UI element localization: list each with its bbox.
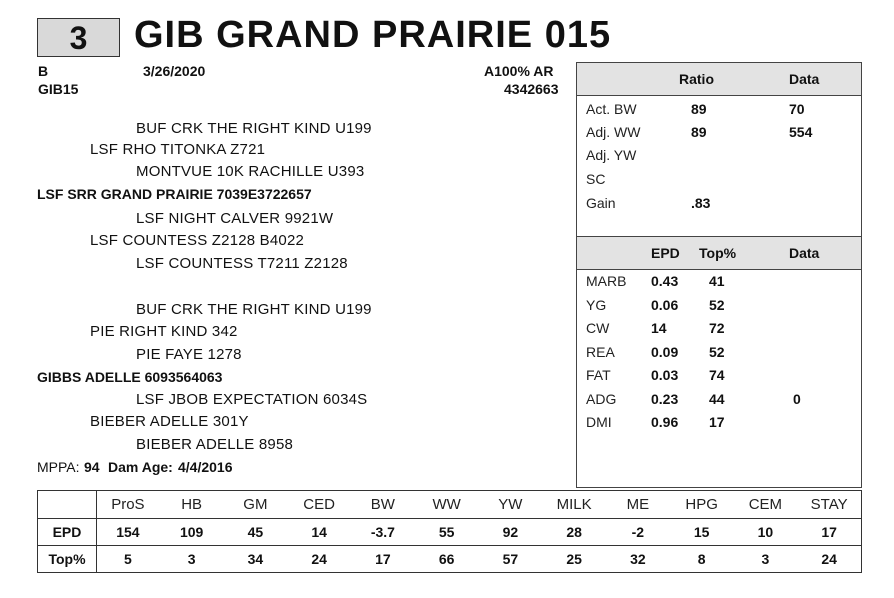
carcass-label: MARB (586, 273, 627, 289)
carcass-label: FAT (586, 367, 611, 383)
top-percent-value: 32 (630, 551, 646, 567)
tattoo: GIB15 (38, 81, 79, 97)
mppa-label: MPPA: (37, 459, 80, 475)
carcass-top-percent: 52 (709, 296, 725, 313)
animal-name: GIB GRAND PRAIRIE 015 (134, 14, 612, 56)
epd-value: 17 (821, 524, 837, 540)
carcass-top-percent: 74 (709, 367, 725, 383)
top-percent-value: 17 (375, 551, 391, 567)
epd-column-header: GM (243, 496, 268, 513)
epd-value: 15 (693, 524, 710, 540)
top-percent-value: 34 (247, 551, 264, 567)
performance-ratio: 89 (691, 124, 707, 140)
epd-value: 28 (566, 524, 582, 540)
epd-column-header: EPD (651, 245, 680, 261)
epd-row-label: EPD (52, 524, 82, 540)
performance-panel (576, 62, 862, 488)
carcass-epd: 0.23 (651, 390, 679, 407)
top-percent-value: 5 (123, 551, 132, 567)
birth-date: 3/26/2020 (143, 63, 206, 79)
carcass-epd: 0.03 (651, 367, 679, 383)
epd-value: 154 (116, 524, 140, 540)
performance-ratio: .83 (691, 195, 711, 211)
epd-value: 92 (502, 524, 519, 540)
carcass-epd: 0.96 (651, 414, 679, 430)
ratio-column-header: Ratio (679, 71, 714, 87)
epd-column-header: MILK (556, 496, 592, 513)
pedigree-dam-dam-sire: LSF JBOB EXPECTATION 6034S (136, 391, 368, 408)
top-percent-value: 8 (697, 551, 706, 567)
epd-column-header: ProS (111, 496, 145, 513)
pedigree-sire-sire-dam: MONTVUE 10K RACHILLE U393 (136, 163, 365, 180)
epd-table (37, 490, 862, 573)
carcass-label: YG (586, 296, 607, 313)
epd-value: 45 (247, 524, 264, 540)
carcass-top-percent: 72 (709, 320, 725, 336)
pedigree-sire-dam: LSF COUNTESS Z2128 B4022 (90, 232, 305, 249)
pedigree-dam-sire-sire: BUF CRK THE RIGHT KIND U199 (136, 301, 372, 318)
top-percent-value: 25 (566, 551, 582, 567)
epd-value: 14 (311, 524, 327, 540)
carcass-epd: 0.43 (651, 273, 679, 289)
data-column-header: Data (789, 71, 820, 87)
epd-column-header: BW (370, 496, 395, 513)
carcass-data-column-header: Data (789, 245, 820, 261)
epd-column-header: HPG (685, 496, 718, 513)
performance-data: 70 (789, 101, 805, 117)
top-percent-value: 3 (761, 551, 770, 567)
epd-value: 10 (757, 524, 774, 540)
dam-age-value: 4/4/2016 (178, 459, 233, 475)
top-percent-value: 3 (187, 551, 196, 567)
performance-label: Adj. YW (586, 147, 637, 163)
carcass-top-percent: 41 (709, 273, 725, 289)
mppa-value: 94 (84, 459, 100, 475)
carcass-top-percent: 44 (709, 390, 725, 407)
epd-value: 109 (179, 524, 204, 540)
carcass-top-percent: 17 (709, 414, 725, 430)
performance-label: Adj. WW (586, 124, 641, 140)
top-percent-row-label: Top% (48, 551, 86, 567)
top-percent-value: 24 (821, 551, 837, 567)
pedigree-sire-sire: LSF RHO TITONKA Z721 (90, 141, 266, 158)
pedigree-sire-dam-dam: LSF COUNTESS T7211 Z2128 (136, 255, 348, 272)
dam-age-label: Dam Age: (108, 459, 173, 475)
carcass-label: ADG (586, 390, 617, 407)
pedigree-sire: LSF SRR GRAND PRAIRIE 7039E3722657 (37, 186, 312, 202)
epd-column-header: WW (432, 496, 461, 513)
top-percent-value: 57 (502, 551, 519, 567)
pedigree-dam-sire: PIE RIGHT KIND 342 (90, 323, 238, 340)
table-divider (38, 545, 861, 546)
pedigree-sire-sire-sire: BUF CRK THE RIGHT KIND U199 (136, 120, 372, 137)
carcass-epd: 14 (651, 320, 667, 336)
top-percent-column-header: Top% (699, 245, 737, 261)
epd-column-header: CED (303, 496, 335, 513)
epd-column-header: ME (626, 496, 650, 513)
pedigree-dam-sire-dam: PIE FAYE 1278 (136, 346, 242, 363)
carcass-data: 0 (793, 390, 801, 407)
epd-column-header: CEM (748, 496, 783, 513)
epd-value: -3.7 (370, 524, 395, 540)
epd-column-header: STAY (810, 496, 848, 513)
lot-number: 3 (37, 18, 120, 57)
carcass-top-percent: 52 (709, 343, 725, 360)
carcass-label: CW (586, 320, 610, 336)
sex: B (38, 63, 49, 79)
performance-label: Gain (586, 195, 616, 211)
performance-label: SC (586, 171, 606, 187)
epd-column-header: HB (181, 496, 203, 513)
registration-number: 4342663 (504, 81, 559, 97)
pedigree-sire-dam-sire: LSF NIGHT CALVER 9921W (136, 210, 334, 227)
carcass-label: DMI (586, 414, 612, 430)
carcass-header (577, 236, 861, 270)
pedigree-dam-dam: BIEBER ADELLE 301Y (90, 413, 249, 430)
carcass-label: REA (586, 343, 615, 360)
top-percent-value: 24 (311, 551, 327, 567)
epd-value: -2 (631, 524, 645, 540)
pedigree-dam-dam-dam: BIEBER ADELLE 8958 (136, 436, 294, 453)
top-percent-value: 66 (438, 551, 455, 567)
carcass-epd: 0.06 (651, 296, 679, 313)
epd-column-header: YW (498, 496, 523, 513)
performance-header (577, 63, 861, 96)
carcass-epd: 0.09 (651, 343, 679, 360)
performance-ratio: 89 (691, 101, 707, 117)
table-divider (38, 518, 861, 519)
pedigree-dam: GIBBS ADELLE 6093564063 (37, 369, 223, 385)
performance-data: 554 (789, 124, 813, 140)
epd-value: 55 (438, 524, 455, 540)
performance-label: Act. BW (586, 101, 637, 117)
breed-percent: A100% AR (484, 63, 554, 79)
